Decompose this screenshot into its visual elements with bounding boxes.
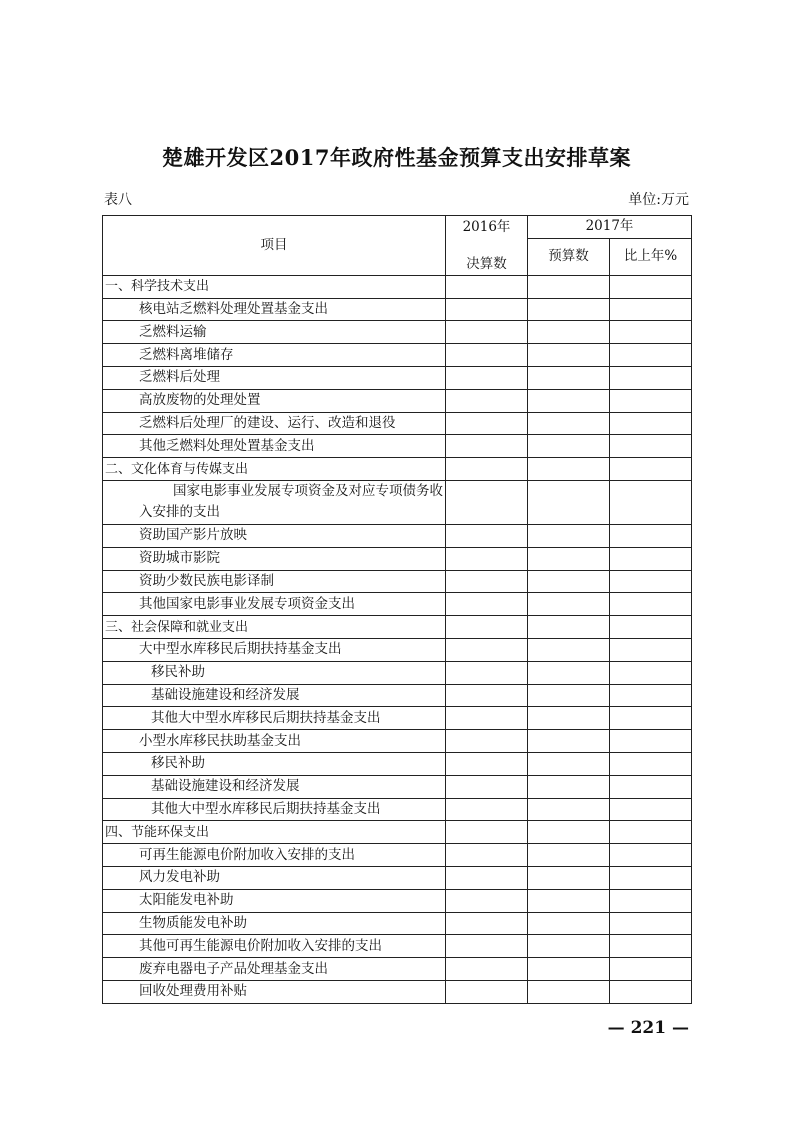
table-row [103, 480, 692, 524]
table-row [103, 321, 692, 344]
final-cell [446, 412, 528, 435]
budget-cell [528, 935, 610, 958]
ratio-cell [610, 661, 692, 684]
budget-cell [528, 480, 610, 524]
ratio-cell [610, 275, 692, 298]
ratio-cell [610, 524, 692, 547]
table-number: 表八 [104, 192, 132, 208]
item-label: 大中型水库移民后期扶持基金支出 [103, 638, 446, 661]
category-label: 三、社会保障和就业支出 [103, 616, 446, 639]
item-label: 资助国产影片放映 [103, 524, 446, 547]
ratio-cell [610, 480, 692, 524]
final-cell [446, 344, 528, 367]
table-row [103, 707, 692, 730]
final-cell [446, 821, 528, 844]
final-cell [446, 844, 528, 867]
ratio-cell [610, 775, 692, 798]
budget-cell [528, 275, 610, 298]
budget-cell [528, 844, 610, 867]
table-row [103, 821, 692, 844]
final-cell [446, 458, 528, 481]
final-cell [446, 912, 528, 935]
table-row [103, 844, 692, 867]
ratio-cell [610, 366, 692, 389]
table-row [103, 524, 692, 547]
budget-cell [528, 707, 610, 730]
ratio-cell [610, 980, 692, 1003]
table-row [103, 730, 692, 753]
table-row [103, 935, 692, 958]
final-cell [446, 435, 528, 458]
budget-cell [528, 547, 610, 570]
ratio-cell [610, 298, 692, 321]
header-budget: 预算数 [528, 238, 610, 275]
ratio-cell [610, 707, 692, 730]
table-row [103, 752, 692, 775]
budget-cell [528, 889, 610, 912]
table-row [103, 366, 692, 389]
final-cell [446, 980, 528, 1003]
ratio-cell [610, 730, 692, 753]
final-cell [446, 298, 528, 321]
ratio-cell [610, 684, 692, 707]
header-final: 决算数 [446, 238, 528, 275]
category-label: 二、文化体育与传媒支出 [103, 458, 446, 481]
table-row [103, 389, 692, 412]
final-cell [446, 638, 528, 661]
ratio-cell [610, 912, 692, 935]
ratio-cell [610, 435, 692, 458]
item-label: 其他大中型水库移民后期扶持基金支出 [103, 707, 446, 730]
budget-cell [528, 958, 610, 981]
item-label: 基础设施建设和经济发展 [103, 775, 446, 798]
table-row [103, 889, 692, 912]
category-label: 一、科学技术支出 [103, 275, 446, 298]
final-cell [446, 866, 528, 889]
item-label: 乏燃料离堆储存 [103, 344, 446, 367]
item-label: 小型水库移民扶助基金支出 [103, 730, 446, 753]
budget-cell [528, 435, 610, 458]
ratio-cell [610, 958, 692, 981]
table-row [103, 570, 692, 593]
final-cell [446, 480, 528, 524]
table-row [103, 684, 692, 707]
final-cell [446, 616, 528, 639]
ratio-cell [610, 798, 692, 821]
table-row [103, 435, 692, 458]
table-body [103, 275, 692, 1003]
table-row [103, 661, 692, 684]
table-row [103, 344, 692, 367]
ratio-cell [610, 547, 692, 570]
table-row [103, 547, 692, 570]
budget-cell [528, 616, 610, 639]
budget-cell [528, 298, 610, 321]
final-cell [446, 935, 528, 958]
ratio-cell [610, 321, 692, 344]
budget-cell [528, 389, 610, 412]
header-ratio: 比上年% [610, 238, 692, 275]
budget-cell [528, 570, 610, 593]
final-cell [446, 275, 528, 298]
budget-cell [528, 798, 610, 821]
item-label: 生物质能发电补助 [103, 912, 446, 935]
item-label: 其他乏燃料处理处置基金支出 [103, 435, 446, 458]
final-cell [446, 524, 528, 547]
ratio-cell [610, 616, 692, 639]
budget-cell [528, 524, 610, 547]
budget-cell [528, 366, 610, 389]
budget-cell [528, 412, 610, 435]
item-label: 回收处理费用补贴 [103, 980, 446, 1003]
item-label: 移民补助 [103, 661, 446, 684]
ratio-cell [610, 593, 692, 616]
item-label: 乏燃料后处理厂的建设、运行、改造和退役 [103, 412, 446, 435]
item-label: 高放废物的处理处置 [103, 389, 446, 412]
ratio-cell [610, 844, 692, 867]
table-row [103, 458, 692, 481]
budget-cell [528, 730, 610, 753]
final-cell [446, 389, 528, 412]
final-cell [446, 684, 528, 707]
ratio-cell [610, 570, 692, 593]
header-year-2016: 2016年 [446, 216, 528, 239]
table-row [103, 912, 692, 935]
item-label: 移民补助 [103, 752, 446, 775]
item-label: 其他大中型水库移民后期扶持基金支出 [103, 798, 446, 821]
ratio-cell [610, 638, 692, 661]
ratio-cell [610, 458, 692, 481]
table-header [103, 216, 692, 276]
budget-cell [528, 912, 610, 935]
budget-cell [528, 344, 610, 367]
item-label: 乏燃料运输 [103, 321, 446, 344]
final-cell [446, 958, 528, 981]
final-cell [446, 661, 528, 684]
final-cell [446, 775, 528, 798]
page-number: — 221 — [607, 1018, 689, 1038]
item-label: 资助少数民族电影译制 [103, 570, 446, 593]
table-row [103, 798, 692, 821]
ratio-cell [610, 935, 692, 958]
table-row [103, 638, 692, 661]
item-label: 其他国家电影事业发展专项资金支出 [103, 593, 446, 616]
budget-cell [528, 684, 610, 707]
final-cell [446, 570, 528, 593]
table-row [103, 593, 692, 616]
budget-cell [528, 752, 610, 775]
budget-cell [528, 638, 610, 661]
budget-cell [528, 593, 610, 616]
budget-cell [528, 661, 610, 684]
final-cell [446, 889, 528, 912]
ratio-cell [610, 752, 692, 775]
header-year-2017: 2017年 [528, 216, 692, 239]
item-label: 国家电影事业发展专项资金及对应专项债务收入安排的支出 [103, 480, 446, 524]
category-label: 四、节能环保支出 [103, 821, 446, 844]
table-row [103, 866, 692, 889]
item-label: 资助城市影院 [103, 547, 446, 570]
table-row [103, 958, 692, 981]
ratio-cell [610, 344, 692, 367]
item-label: 太阳能发电补助 [103, 889, 446, 912]
final-cell [446, 321, 528, 344]
document-title: 楚雄开发区2017年政府性基金预算支出安排草案 [162, 145, 631, 170]
item-label: 乏燃料后处理 [103, 366, 446, 389]
table-row [103, 275, 692, 298]
final-cell [446, 798, 528, 821]
table-row [103, 980, 692, 1003]
item-label: 基础设施建设和经济发展 [103, 684, 446, 707]
item-label: 核电站乏燃料处理处置基金支出 [103, 298, 446, 321]
ratio-cell [610, 389, 692, 412]
ratio-cell [610, 821, 692, 844]
item-label: 其他可再生能源电价附加收入安排的支出 [103, 935, 446, 958]
final-cell [446, 730, 528, 753]
table-row [103, 298, 692, 321]
item-label: 可再生能源电价附加收入安排的支出 [103, 844, 446, 867]
ratio-cell [610, 866, 692, 889]
budget-cell [528, 321, 610, 344]
budget-cell [528, 821, 610, 844]
final-cell [446, 366, 528, 389]
budget-cell [528, 775, 610, 798]
item-label: 废弃电器电子产品处理基金支出 [103, 958, 446, 981]
final-cell [446, 707, 528, 730]
item-label: 风力发电补助 [103, 866, 446, 889]
budget-cell [528, 866, 610, 889]
unit-label: 单位:万元 [628, 192, 689, 208]
budget-table [102, 215, 692, 1004]
budget-cell [528, 458, 610, 481]
final-cell [446, 752, 528, 775]
header-item: 项目 [103, 216, 446, 276]
table-row [103, 412, 692, 435]
table-row [103, 775, 692, 798]
ratio-cell [610, 889, 692, 912]
final-cell [446, 547, 528, 570]
budget-cell [528, 980, 610, 1003]
ratio-cell [610, 412, 692, 435]
final-cell [446, 593, 528, 616]
table-row [103, 616, 692, 639]
